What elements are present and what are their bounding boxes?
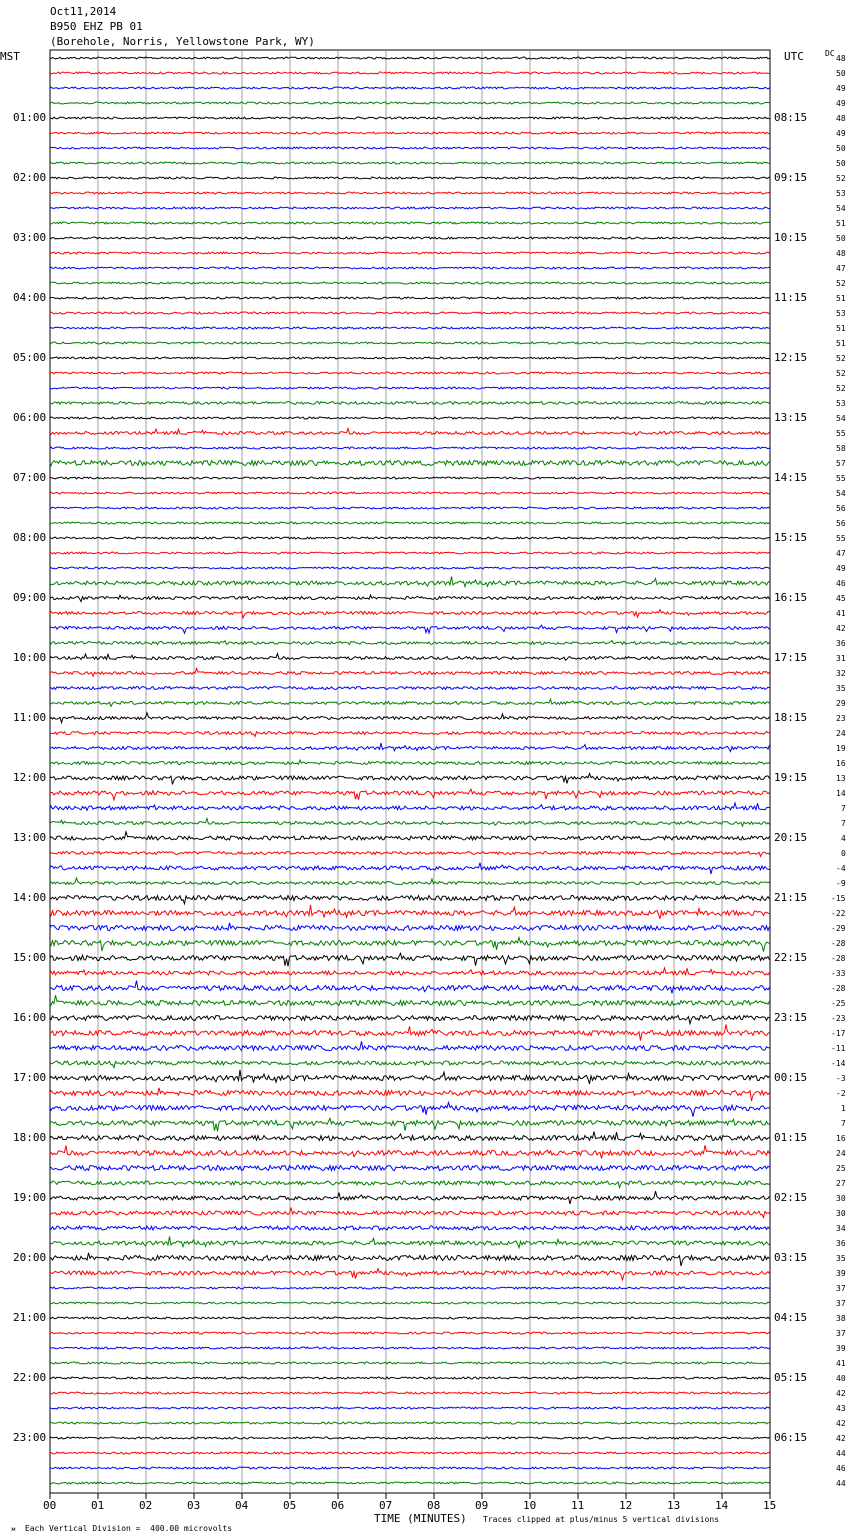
trace-line: [50, 1061, 770, 1068]
dc-offset-label: 46: [836, 579, 846, 588]
trace-line: [50, 252, 770, 254]
trace-line: [50, 507, 770, 509]
x-tick-label: 05: [283, 1499, 297, 1512]
utc-hour-label: 16:15: [774, 591, 808, 604]
dc-offset-label: 25: [836, 1164, 846, 1173]
dc-offset-label: 49: [836, 84, 846, 93]
trace-line: [50, 713, 770, 723]
dc-offset-label: 44: [836, 1479, 846, 1488]
trace-line: [50, 1452, 770, 1454]
dc-offset-label: 29: [836, 699, 846, 708]
trace-line: [50, 668, 770, 676]
trace-line: [50, 595, 770, 602]
dc-offset-label: 19: [836, 744, 846, 753]
dc-offset-label: 27: [836, 1179, 846, 1188]
dc-offset-label: 1: [841, 1104, 846, 1113]
trace-line: [50, 522, 770, 524]
dc-offset-label: -11: [831, 1044, 846, 1053]
trace-line: [50, 132, 770, 134]
dc-offset-label: 39: [836, 1344, 846, 1353]
trace-line: [50, 1482, 770, 1484]
footer-left-text: Each Vertical Division = 400.00 microvolts: [24, 1524, 233, 1533]
mst-hour-label: 18:00: [13, 1131, 47, 1144]
trace-line: [50, 953, 770, 966]
trace-line: [50, 492, 770, 494]
mst-hour-label: 09:00: [13, 591, 47, 604]
trace-line: [50, 1236, 770, 1247]
trace-line: [50, 387, 770, 389]
dc-offset-label: 44: [836, 1449, 846, 1458]
trace-line: [50, 625, 770, 633]
trace-line: [50, 878, 770, 885]
header-date: Oct11,2014: [50, 5, 117, 18]
trace-line: [50, 177, 770, 179]
mst-hour-label: 17:00: [13, 1071, 47, 1084]
dc-offset-label: 52: [836, 174, 846, 183]
trace-line: [50, 222, 770, 224]
mst-hour-label: 23:00: [13, 1431, 47, 1444]
dc-offset-label: -28: [831, 939, 846, 948]
x-tick-label: 14: [715, 1499, 729, 1512]
x-tick-label: 06: [331, 1499, 345, 1512]
trace-line: [50, 1269, 770, 1280]
trace-line: [50, 402, 770, 405]
dc-offset-label: 49: [836, 564, 846, 573]
dc-offset-label: -17: [831, 1029, 846, 1038]
trace-line: [50, 905, 770, 919]
x-tick-label: 01: [91, 1499, 105, 1512]
x-tick-label: 03: [187, 1499, 201, 1512]
x-tick-label: 15: [763, 1499, 777, 1512]
trace-line: [50, 923, 770, 931]
utc-hour-label: 18:15: [774, 711, 808, 724]
mst-hour-label: 08:00: [13, 531, 47, 544]
trace-line: [50, 654, 770, 661]
dc-offset-label: 38: [836, 1314, 846, 1323]
trace-line: [50, 1437, 770, 1439]
dc-offset-label: 53: [836, 309, 846, 318]
trace-line: [50, 1347, 770, 1349]
dc-offset-label: 30: [836, 1209, 846, 1218]
trace-line: [50, 1181, 770, 1188]
utc-hour-label: 15:15: [774, 531, 808, 544]
dc-offset-label: 41: [836, 609, 846, 618]
x-tick-label: 00: [43, 1499, 57, 1512]
utc-hour-label: 05:15: [774, 1371, 808, 1384]
dc-offset-label: 24: [836, 729, 846, 738]
dc-offset-label: 54: [836, 204, 846, 213]
x-tick-label: 09: [475, 1499, 489, 1512]
utc-hour-label: 12:15: [774, 351, 808, 364]
dc-offset-label: 55: [836, 534, 846, 543]
mst-hour-label: 21:00: [13, 1311, 47, 1324]
dc-offset-label: 53: [836, 189, 846, 198]
dc-offset-label: 52: [836, 384, 846, 393]
x-tick-label: 07: [379, 1499, 393, 1512]
trace-line: [50, 852, 770, 857]
trace-line: [50, 832, 770, 840]
dc-offset-label: 31: [836, 654, 846, 663]
utc-hour-label: 13:15: [774, 411, 808, 424]
trace-line: [50, 760, 770, 765]
trace-line: [50, 1070, 770, 1084]
trace-line: [50, 743, 770, 752]
dc-offset-label: 14: [836, 789, 846, 798]
dc-offset-label: 39: [836, 1269, 846, 1278]
dc-offset-label: 57: [836, 459, 846, 468]
mst-hour-label: 20:00: [13, 1251, 47, 1264]
utc-hour-label: 04:15: [774, 1311, 808, 1324]
header-station: B950 EHZ PB 01: [50, 20, 143, 33]
trace-line: [50, 461, 770, 466]
mst-hour-label: 03:00: [13, 231, 47, 244]
trace-line: [50, 567, 770, 569]
trace-line: [50, 687, 770, 690]
mst-hour-label: 06:00: [13, 411, 47, 424]
dc-offset-label: 51: [836, 219, 846, 228]
dc-offset-label: -14: [831, 1059, 846, 1068]
dc-offset-label: 7: [841, 804, 846, 813]
dc-offset-label: 47: [836, 264, 846, 273]
mst-hour-label: 05:00: [13, 351, 47, 364]
header-location: (Borehole, Norris, Yellowstone Park, WY): [50, 35, 315, 48]
x-axis-title: TIME (MINUTES): [374, 1512, 467, 1525]
dc-offset-label: 52: [836, 354, 846, 363]
trace-line: [50, 968, 770, 975]
trace-line: [50, 297, 770, 299]
x-tick-label: 10: [523, 1499, 537, 1512]
trace-line: [50, 372, 770, 374]
trace-line: [50, 447, 770, 449]
dc-offset-label: 13: [836, 774, 846, 783]
trace-line: [50, 576, 770, 586]
mst-hour-label: 16:00: [13, 1011, 47, 1024]
dc-offset-label: 55: [836, 474, 846, 483]
dc-offset-label: 54: [836, 414, 846, 423]
dc-offset-label: 42: [836, 1389, 846, 1398]
utc-hour-label: 23:15: [774, 1011, 808, 1024]
trace-line: [50, 162, 770, 164]
dc-offset-label: 46: [836, 1464, 846, 1473]
trace-line: [50, 1016, 770, 1024]
x-tick-label: 12: [619, 1499, 633, 1512]
dc-offset-label: 40: [836, 1374, 846, 1383]
dc-offset-label: 7: [841, 819, 846, 828]
trace-line: [50, 699, 770, 706]
dc-offset-label: 50: [836, 69, 846, 78]
utc-hour-label: 01:15: [774, 1131, 808, 1144]
utc-hour-label: 11:15: [774, 291, 808, 304]
dc-offset-label: 42: [836, 1434, 846, 1443]
dc-offset-label: 50: [836, 234, 846, 243]
dc-offset-label: 37: [836, 1329, 846, 1338]
utc-hour-label: 03:15: [774, 1251, 808, 1264]
dc-offset-label: 7: [841, 1119, 846, 1128]
dc-offset-label: 54: [836, 489, 846, 498]
utc-hour-label: 00:15: [774, 1071, 808, 1084]
dc-offset-label: 50: [836, 159, 846, 168]
dc-offset-label: 52: [836, 279, 846, 288]
dc-offset-label: 23: [836, 714, 846, 723]
trace-line: [50, 87, 770, 89]
dc-offset-label: 48: [836, 249, 846, 258]
dc-offset-label: 56: [836, 504, 846, 513]
trace-line: [50, 477, 770, 479]
trace-line: [50, 357, 770, 359]
trace-line: [50, 981, 770, 994]
trace-line: [50, 1287, 770, 1289]
trace-line: [50, 995, 770, 1005]
trace-line: [50, 237, 770, 239]
trace-line: [50, 57, 770, 59]
scale-mark: м: [11, 1526, 16, 1533]
mst-hour-label: 04:00: [13, 291, 47, 304]
dc-offset-label: -23: [831, 1014, 846, 1023]
dc-offset-label: 49: [836, 99, 846, 108]
dc-offset-label: -28: [831, 984, 846, 993]
trace-line: [50, 1132, 770, 1141]
right-timezone-label: UTC: [784, 50, 804, 63]
trace-line: [50, 417, 770, 419]
trace-line: [50, 342, 770, 344]
trace-line: [50, 192, 770, 194]
trace-line: [50, 1362, 770, 1364]
trace-line: [50, 1226, 770, 1230]
trace-line: [50, 1118, 770, 1131]
utc-hour-label: 09:15: [774, 171, 808, 184]
dc-offset-label: -28: [831, 954, 846, 963]
mst-hour-label: 11:00: [13, 711, 47, 724]
dc-offset-label: 49: [836, 129, 846, 138]
dc-offset-label: 51: [836, 294, 846, 303]
trace-line: [50, 896, 770, 904]
trace-line: [50, 803, 770, 811]
trace-line: [50, 1377, 770, 1379]
dc-offset-label: 41: [836, 1359, 846, 1368]
dc-offset-label: 35: [836, 1254, 846, 1263]
mst-hour-label: 22:00: [13, 1371, 47, 1384]
trace-line: [50, 1024, 770, 1040]
trace-line: [50, 1253, 770, 1266]
trace-line: [50, 117, 770, 119]
trace-line: [50, 1302, 770, 1304]
trace-line: [50, 1407, 770, 1409]
trace-line: [50, 312, 770, 314]
dc-offset-label: 48: [836, 54, 846, 63]
dc-offset-label: 56: [836, 519, 846, 528]
trace-line: [50, 937, 770, 951]
dc-offset-label: 52: [836, 369, 846, 378]
utc-hour-label: 19:15: [774, 771, 808, 784]
trace-line: [50, 552, 770, 554]
dc-offset-label: -29: [831, 924, 846, 933]
trace-line: [50, 641, 770, 645]
dc-offset-label: 4: [841, 834, 846, 843]
dc-offset-label: 43: [836, 1404, 846, 1413]
dc-offset-label: 42: [836, 624, 846, 633]
dc-offset-label: -9: [836, 879, 846, 888]
trace-line: [50, 1422, 770, 1424]
mst-hour-label: 01:00: [13, 111, 47, 124]
left-timezone-label: MST: [0, 50, 20, 63]
trace-line: [50, 429, 770, 436]
dc-offset-label: 36: [836, 1239, 846, 1248]
trace-line: [50, 1102, 770, 1116]
trace-line: [50, 1392, 770, 1394]
trace-line: [50, 1166, 770, 1171]
x-tick-label: 02: [139, 1499, 153, 1512]
dc-offset-label: -3: [836, 1074, 846, 1083]
dc-offset-label: 45: [836, 594, 846, 603]
trace-line: [50, 1208, 770, 1218]
trace-line: [50, 327, 770, 329]
trace-line: [50, 207, 770, 209]
dc-offset-label: 37: [836, 1299, 846, 1308]
trace-line: [50, 537, 770, 539]
dc-offset-label: 51: [836, 324, 846, 333]
trace-line: [50, 610, 770, 618]
dc-offset-label: -15: [831, 894, 846, 903]
utc-hour-label: 14:15: [774, 471, 808, 484]
dc-offset-label: -22: [831, 909, 846, 918]
trace-line: [50, 267, 770, 269]
trace-line: [50, 1332, 770, 1334]
dc-offset-label: 42: [836, 1419, 846, 1428]
trace-line: [50, 1145, 770, 1158]
dc-offset-label: 35: [836, 684, 846, 693]
mst-hour-label: 10:00: [13, 651, 47, 664]
trace-line: [50, 774, 770, 785]
dc-offset-label: 30: [836, 1194, 846, 1203]
dc-offset-label: 16: [836, 759, 846, 768]
trace-line: [50, 789, 770, 800]
trace-line: [50, 1191, 770, 1204]
trace-line: [50, 1041, 770, 1050]
mst-hour-label: 13:00: [13, 831, 47, 844]
dc-offset-label: 32: [836, 669, 846, 678]
trace-line: [50, 863, 770, 874]
trace-line: [50, 732, 770, 737]
trace-line: [50, 1317, 770, 1319]
dc-offset-label: 50: [836, 144, 846, 153]
trace-line: [50, 282, 770, 284]
utc-hour-label: 22:15: [774, 951, 808, 964]
trace-line: [50, 147, 770, 149]
footer-scale: [2, 1515, 232, 1533]
dc-offset-label: -2: [836, 1089, 846, 1098]
x-tick-label: 11: [571, 1499, 585, 1512]
trace-line: [50, 72, 770, 74]
footer-clip-note: Traces clipped at plus/minus 5 vertical divisions: [483, 1515, 720, 1524]
dc-offset-label: 0: [841, 849, 846, 858]
utc-hour-label: 17:15: [774, 651, 808, 664]
dc-offset-label: 36: [836, 639, 846, 648]
dc-offset-label: 37: [836, 1284, 846, 1293]
mst-hour-label: 02:00: [13, 171, 47, 184]
dc-offset-label: 48: [836, 114, 846, 123]
dc-offset-label: 55: [836, 429, 846, 438]
trace-line: [50, 102, 770, 104]
utc-hour-label: 06:15: [774, 1431, 808, 1444]
dc-offset-label: 16: [836, 1134, 846, 1143]
utc-hour-label: 20:15: [774, 831, 808, 844]
dc-offset-label: -25: [831, 999, 846, 1008]
dc-label: DC: [825, 49, 835, 58]
dc-offset-label: 24: [836, 1149, 846, 1158]
trace-line: [50, 1467, 770, 1469]
dc-offset-label: -33: [831, 969, 846, 978]
x-tick-label: 08: [427, 1499, 441, 1512]
mst-hour-label: 12:00: [13, 771, 47, 784]
utc-hour-label: 08:15: [774, 111, 808, 124]
dc-offset-label: 53: [836, 399, 846, 408]
utc-hour-label: 02:15: [774, 1191, 808, 1204]
dc-offset-label: 34: [836, 1224, 846, 1233]
plot-frame: [50, 50, 770, 1493]
utc-hour-label: 21:15: [774, 891, 808, 904]
x-tick-label: 04: [235, 1499, 249, 1512]
mst-hour-label: 07:00: [13, 471, 47, 484]
dc-offset-label: -4: [836, 864, 846, 873]
mst-hour-label: 14:00: [13, 891, 47, 904]
dc-offset-label: 58: [836, 444, 846, 453]
utc-hour-label: 10:15: [774, 231, 808, 244]
x-tick-label: 13: [667, 1499, 681, 1512]
dc-offset-label: 51: [836, 339, 846, 348]
mst-hour-label: 15:00: [13, 951, 47, 964]
mst-hour-label: 19:00: [13, 1191, 47, 1204]
trace-line: [50, 819, 770, 827]
trace-line: [50, 1088, 770, 1101]
dc-offset-label: 47: [836, 549, 846, 558]
